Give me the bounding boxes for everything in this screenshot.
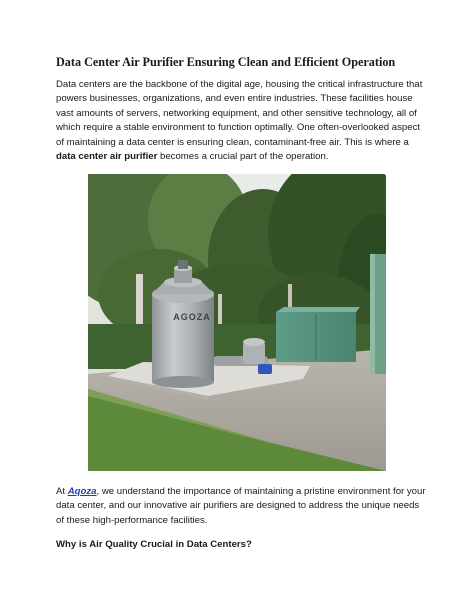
green-cabinet [276,307,360,362]
tank-brand-label: AGOZA [173,312,211,322]
company-paragraph [56,485,426,528]
intro-bold-term: data center air purifier [56,151,158,163]
company-text-prefix: At [56,486,68,497]
intro-text-end: becomes a crucial part of the operation. [157,151,329,163]
document-title: Data Center Air Purifier Ensuring Clean and Efficient Operation [56,55,396,69]
company-text-rest: , we understand the importance of maintaining a pristine environment for your data center, and our innovative air purifiers are designed to address the unique needs of these high-performance facilities. [56,486,426,526]
intro-text-start: Data centers are the backbone of the digital age, housing the critical infrastructure that powers businesses, organizations, and even entire industries. These facilities house vast amounts of servers, networking equipment, and other sensitive technology, all of which require a stable environment to function optimally. One often-overlooked aspect of maintaining a data center is ensuring clean, contaminant-free air. This is where a [56,79,423,148]
intro-paragraph [56,78,426,164]
photo-illustration [88,174,386,471]
air-purifier-photo [88,174,386,471]
aqoza-link[interactable]: Aqoza [67,486,97,497]
section-heading: Why is Air Quality Crucial in Data Centers? [56,539,252,550]
